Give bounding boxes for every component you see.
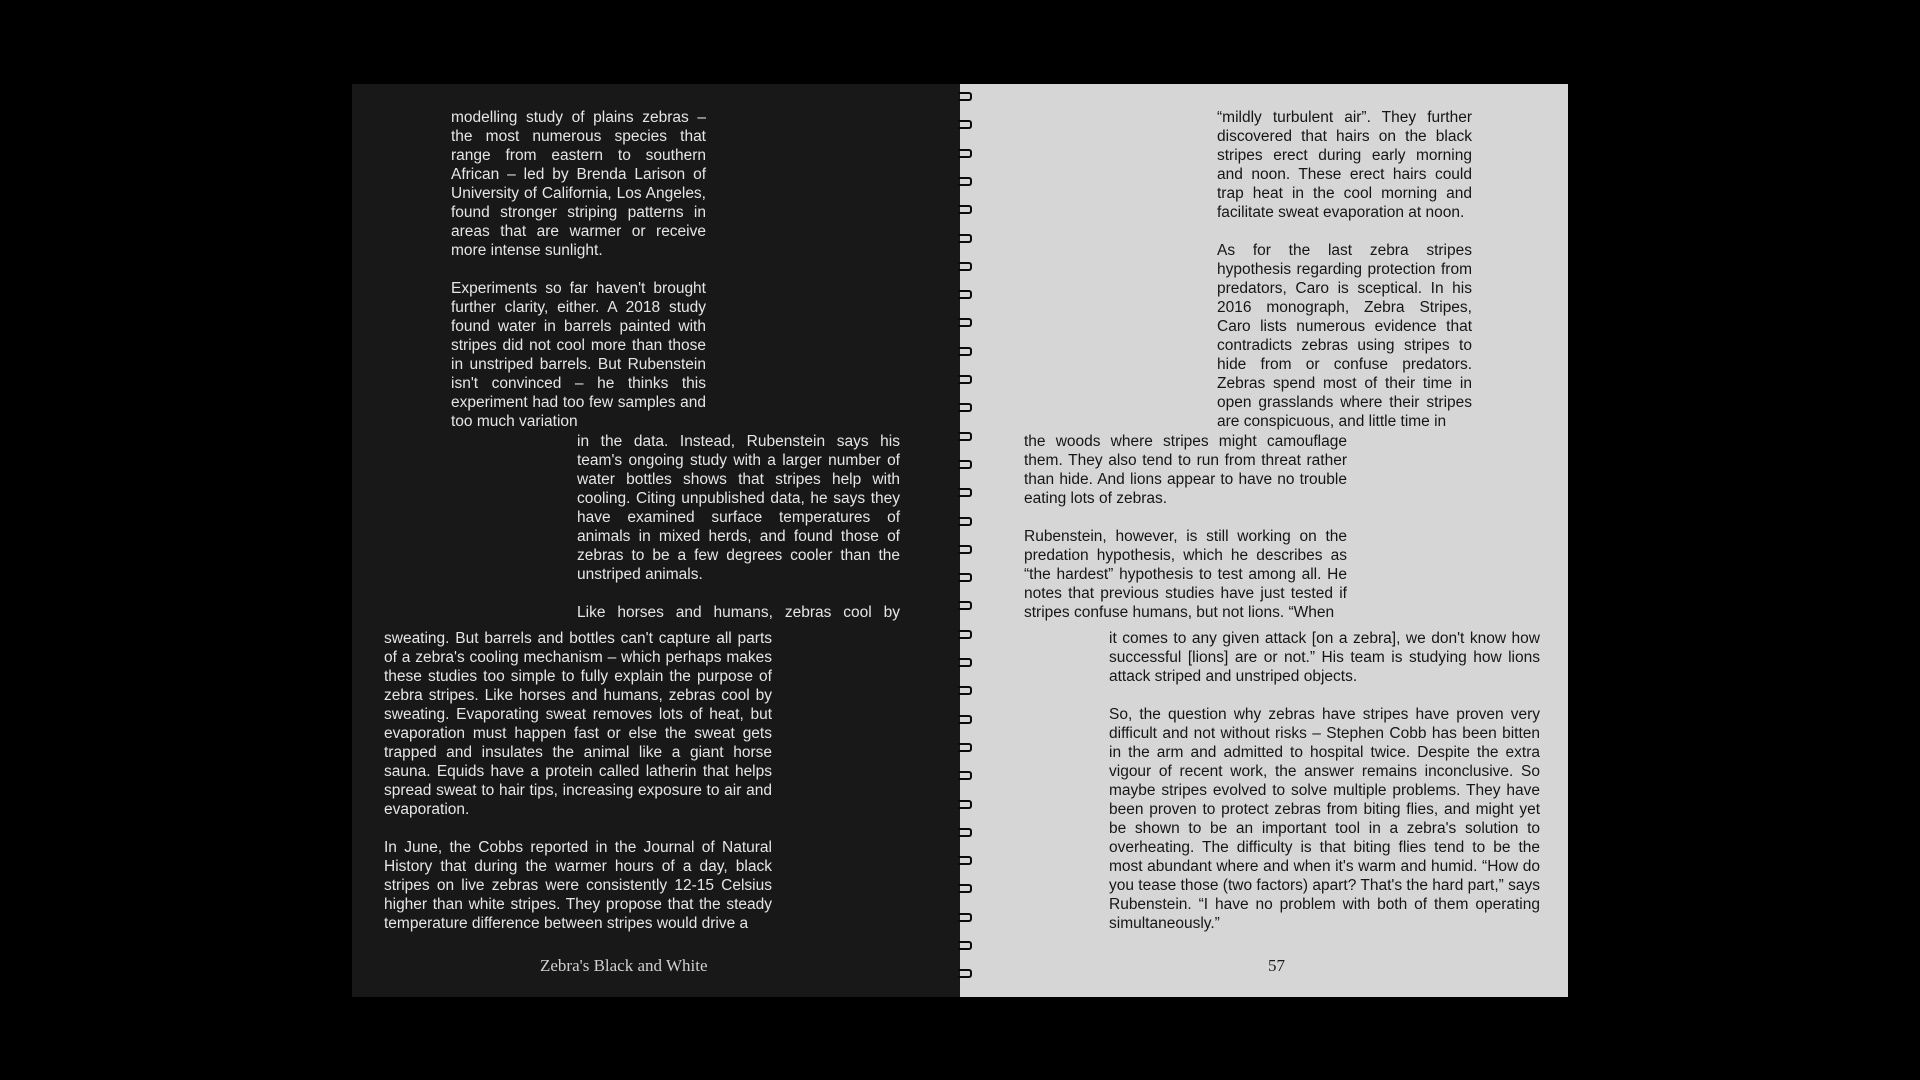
spiral-coil: [958, 149, 972, 158]
spiral-coil: [958, 120, 972, 129]
page-number: 57: [1268, 956, 1285, 975]
right-paragraph: the woods where stripes might camouflage them. They also tend to run from threat rather than hide. And lions appear to have no trouble eating lots of zebras.: [1024, 433, 1347, 507]
left-paragraph: Experiments so far haven't brought further clarity, either. A 2018 study found water in barrels painted with stripes did not cool more than those in unstriped barrels. But Rubenstein isn't convinced – he thinks this experiment had too few samples and too much variation: [451, 280, 706, 430]
left-text-block-3: [384, 629, 772, 933]
spiral-coil: [958, 969, 972, 978]
spiral-coil: [958, 318, 972, 327]
spiral-coil: [958, 941, 972, 950]
spiral-coil: [958, 715, 972, 724]
spiral-coil: [958, 658, 972, 667]
right-paragraph: So, the question why zebras have stripes have proven very difficult and not without risks – Stephen Cobb has been bitten in the arm and admitted to hospital twice. Despite the extra vigour of recent work, the answer remains inconclusive. So maybe stripes evolved to solve multiple problems. They have been proven to protect zebras from biting flies, and might yet be shown to be an important tool in a zebra's solution to overheating. The difficulty is that biting flies tend to be the most abundant where and when it's warm and humid. “How do you tease those (two factors) apart? That's the hard part,” says Rubenstein. “I have no problem with both of them operating simultaneously.”: [1109, 706, 1540, 932]
left-paragraph: modelling study of plains zebras – the most numerous species that range from eastern to southern African – led by Brenda Larison of University of California, Los Angeles, found stronger striping patterns in areas that are warmer or receive more intense sunlight.: [451, 109, 706, 259]
spiral-coil: [958, 856, 972, 865]
spiral-coil: [958, 800, 972, 809]
spiral-coil: [958, 488, 972, 497]
spiral-coil: [958, 828, 972, 837]
spiral-coil: [958, 630, 972, 639]
left-paragraph: in the data. Instead, Rubenstein says his team's ongoing study with a larger number of water bottles shows that stripes help with cooling. Citing unpublished data, he says they have examined surface temperatures of animals in mixed herds, and found those of zebras to be a few degrees cooler than the unstriped animals.: [577, 433, 900, 583]
left-running-footer: Zebra's Black and White: [540, 956, 708, 975]
spiral-coil: [958, 177, 972, 186]
spiral-coil: [958, 460, 972, 469]
spiral-coil: [958, 262, 972, 271]
spiral-coil: [958, 913, 972, 922]
right-paragraph: it comes to any given attack [on a zebra], we don't know how successful [lions] are or not.” His team is studying how lions attack striped and unstriped objects.: [1109, 630, 1540, 685]
spiral-coil: [958, 517, 972, 526]
spiral-coil: [958, 432, 972, 441]
spiral-coil: [958, 884, 972, 893]
spiral-coil: [958, 375, 972, 384]
left-text-block-2: [577, 432, 900, 622]
spiral-coil: [958, 743, 972, 752]
spiral-coil: [958, 771, 972, 780]
left-paragraph: In June, the Cobbs reported in the Journal of Natural History that during the warmer hours of a day, black stripes on live zebras were consistently 12-15 Celsius higher than white stripes. They propose that the steady temperature difference between stripes would drive a: [384, 839, 772, 932]
right-paragraph: As for the last zebra stripes hypothesis regarding protection from predators, Caro is sceptical. In his 2016 monograph, Zebra Stripes, Caro lists numerous evidence that contradicts zebras using stripes to hide from or confuse predators. Zebras spend most of their time in open grasslands where their stripes are conspicuous, and little time in: [1217, 242, 1472, 430]
spiral-coil: [958, 686, 972, 695]
right-paragraph: Rubenstein, however, is still working on the predation hypothesis, which he describes as “the hardest” hypothesis to test among all. He notes that previous studies have just tested if stripes confuse humans, but not lions. “When: [1024, 528, 1347, 621]
left-paragraph: sweating. But barrels and bottles can't capture all parts of a zebra's cooling mechanism – which perhaps makes these studies too simple to fully explain the purpose of zebra stripes. Like horses and humans, zebras cool by sweating. Evaporating sweat removes lots of heat, but evaporation must happen fast or else the sweat gets trapped and insulates the animal like a giant horse sauna. Equids have a protein called latherin that helps spread sweat to hair tips, increasing exposure to air and evaporation.: [384, 630, 772, 818]
spiral-coil: [958, 290, 972, 299]
right-text-block-3: [1109, 629, 1540, 933]
spiral-coil: [958, 234, 972, 243]
spiral-coil: [958, 573, 972, 582]
right-text-block-2: [1024, 432, 1347, 622]
right-text-block-1: [1217, 108, 1472, 431]
right-paragraph: “mildly turbulent air”. They further discovered that hairs on the black stripes erect during early morning and noon. These erect hairs could trap heat in the cool morning and facilitate sweat evaporation at noon.: [1217, 109, 1472, 221]
spiral-coil: [958, 205, 972, 214]
spiral-coil: [958, 347, 972, 356]
spiral-coil: [958, 92, 972, 101]
left-paragraph: Like horses and humans, zebras cool by: [577, 604, 900, 621]
spiral-coil: [958, 545, 972, 554]
spiral-coil: [958, 601, 972, 610]
spiral-coil: [958, 403, 972, 412]
spiral-binding: [958, 92, 978, 992]
left-text-block-1: [451, 108, 706, 431]
